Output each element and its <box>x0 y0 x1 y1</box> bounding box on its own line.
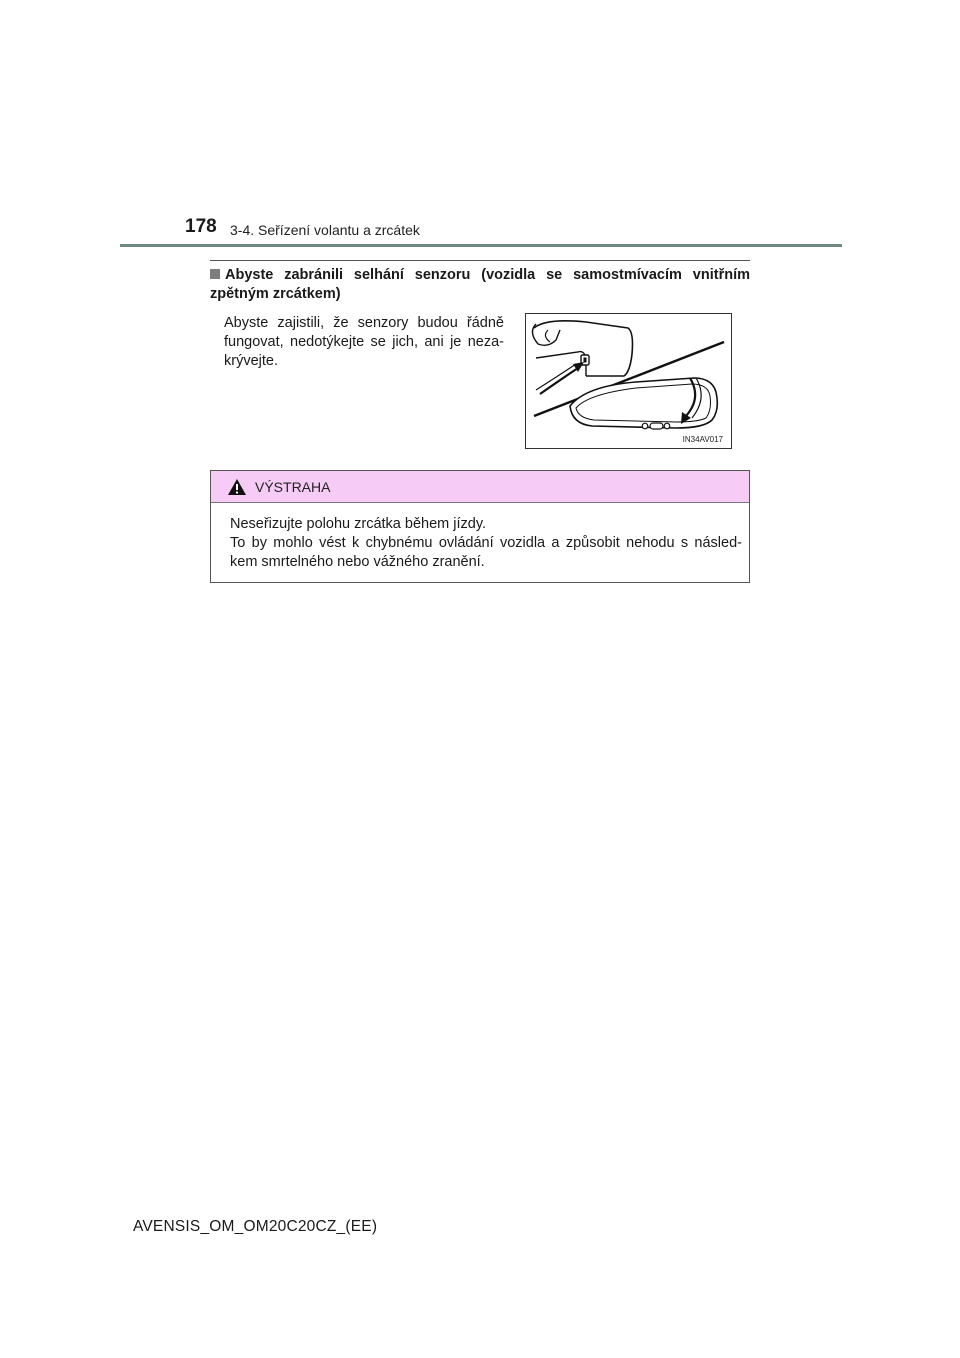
warning-triangle-icon <box>227 478 247 496</box>
square-bullet-icon <box>210 269 220 279</box>
warning-text <box>230 515 742 572</box>
mirror-button-right <box>664 423 670 429</box>
body-line: fungovat, nedotýkejte se jich, ani je neza- <box>224 334 504 350</box>
warning-header <box>211 471 749 503</box>
warning-line: Neseřizujte polohu zrcátka během jízdy. <box>230 516 487 532</box>
page-number: 178 <box>185 216 217 237</box>
figure-code: IN34AV017 <box>682 435 723 444</box>
section-heading <box>210 266 750 304</box>
section-rule <box>210 260 750 261</box>
mirror-drawing <box>526 314 731 448</box>
warning-title: VÝSTRAHA <box>255 479 331 495</box>
body-line: krývejte. <box>224 353 278 369</box>
section-heading-text: Abyste zabránili selhání senzoru (vozidla se samostmívacím vnitřním zpětným zrcátkem) <box>210 267 750 302</box>
mirror-illustration <box>525 313 732 449</box>
header-rule <box>120 244 842 247</box>
mirror-indicator <box>650 423 663 429</box>
section-body <box>224 314 504 371</box>
footer-code: AVENSIS_OM_OM20C20CZ_(EE) <box>133 1218 378 1235</box>
chapter-title: 3-4. Seřízení volantu a zrcátek <box>230 222 420 238</box>
warning-line: kem smrtelného nebo vážného zranění. <box>230 554 485 570</box>
mirror-button-left <box>642 423 648 429</box>
warning-box <box>210 470 750 583</box>
warning-line: To by mohlo vést k chybnému ovládání vozidla a způsobit nehodu s násled- <box>230 535 742 551</box>
body-line: Abyste zajistili, že senzory budou řádně <box>224 315 504 331</box>
